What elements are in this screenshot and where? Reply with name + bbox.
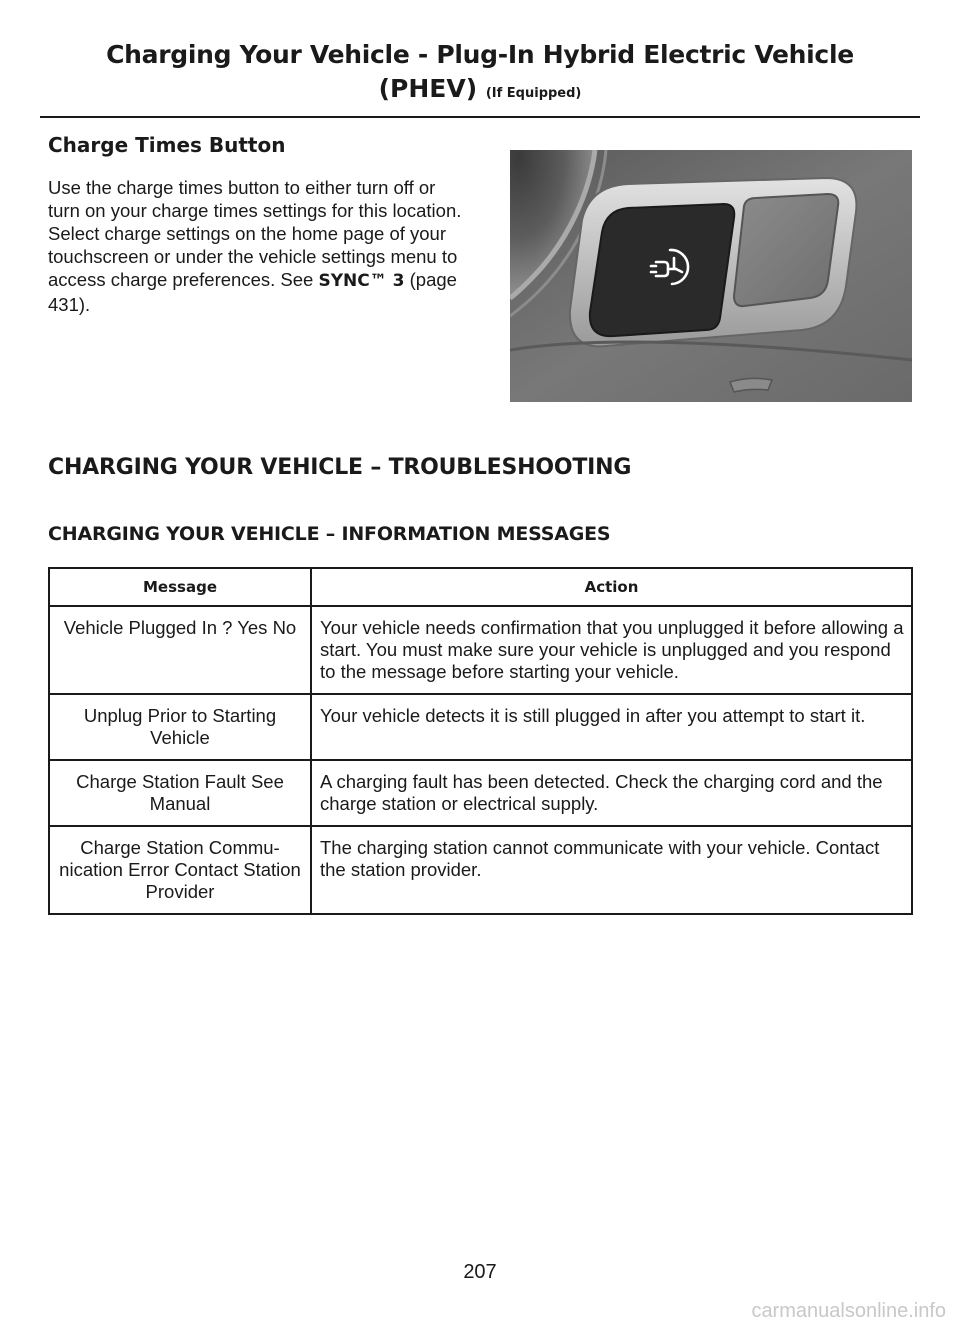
subsection-body <box>48 176 468 316</box>
table-row <box>49 694 912 760</box>
header-divider <box>40 116 920 118</box>
message-cell: Charge Station Commu-nication Error Contact Station Provider <box>49 826 311 914</box>
watermark: carmanualsonline.info <box>751 1300 946 1322</box>
header-phev: (PHEV) <box>378 74 478 103</box>
information-messages-heading: CHARGING YOUR VEHICLE – INFORMATION MESSAGES <box>48 523 611 545</box>
action-cell: Your vehicle needs confirmation that you unplugged it before allowing a start. You must make sure your vehicle is unplugged and you respond to the message before starting your vehicle. <box>311 606 912 694</box>
table-row <box>49 760 912 826</box>
button-illustration <box>510 150 912 402</box>
subsection-title: Charge Times Button <box>48 133 286 157</box>
message-cell: Vehicle Plugged In ? Yes No <box>49 606 311 694</box>
body-text-part1: Use the charge times button to either turn off or turn on your charge times settings for this location. Select charge settings on the home page of your touchscreen or under the vehicle settings menu to access charge preferences. See <box>48 177 462 290</box>
page-header-title: Charging Your Vehicle - Plug-In Hybrid Electric Vehicle <box>106 40 854 69</box>
body-text-part2: (page 431). <box>48 269 457 315</box>
header-if-equipped: (If Equipped) <box>485 86 582 101</box>
table-header-action: Action <box>311 568 912 606</box>
table-header-message: Message <box>49 568 311 606</box>
action-cell: The charging station cannot communicate with your vehicle. Contact the station provider. <box>311 826 912 914</box>
information-messages-table <box>48 567 913 915</box>
message-cell: Unplug Prior to Starting Vehicle <box>49 694 311 760</box>
page-number: 207 <box>463 1261 497 1283</box>
troubleshooting-heading: CHARGING YOUR VEHICLE – TROUBLESHOOTING <box>48 455 632 480</box>
table-row <box>49 606 912 694</box>
message-cell: Charge Station Fault See Manual <box>49 760 311 826</box>
action-cell: Your vehicle detects it is still plugged in after you attempt to start it. <box>311 694 912 760</box>
table-row <box>49 826 912 914</box>
action-cell: A charging fault has been detected. Check the charging cord and the charge station or electrical supply. <box>311 760 912 826</box>
page-header-subtitle <box>0 74 960 109</box>
charge-times-button-figure <box>510 150 912 402</box>
sync-reference-link[interactable]: SYNC™ 3 <box>318 271 405 291</box>
